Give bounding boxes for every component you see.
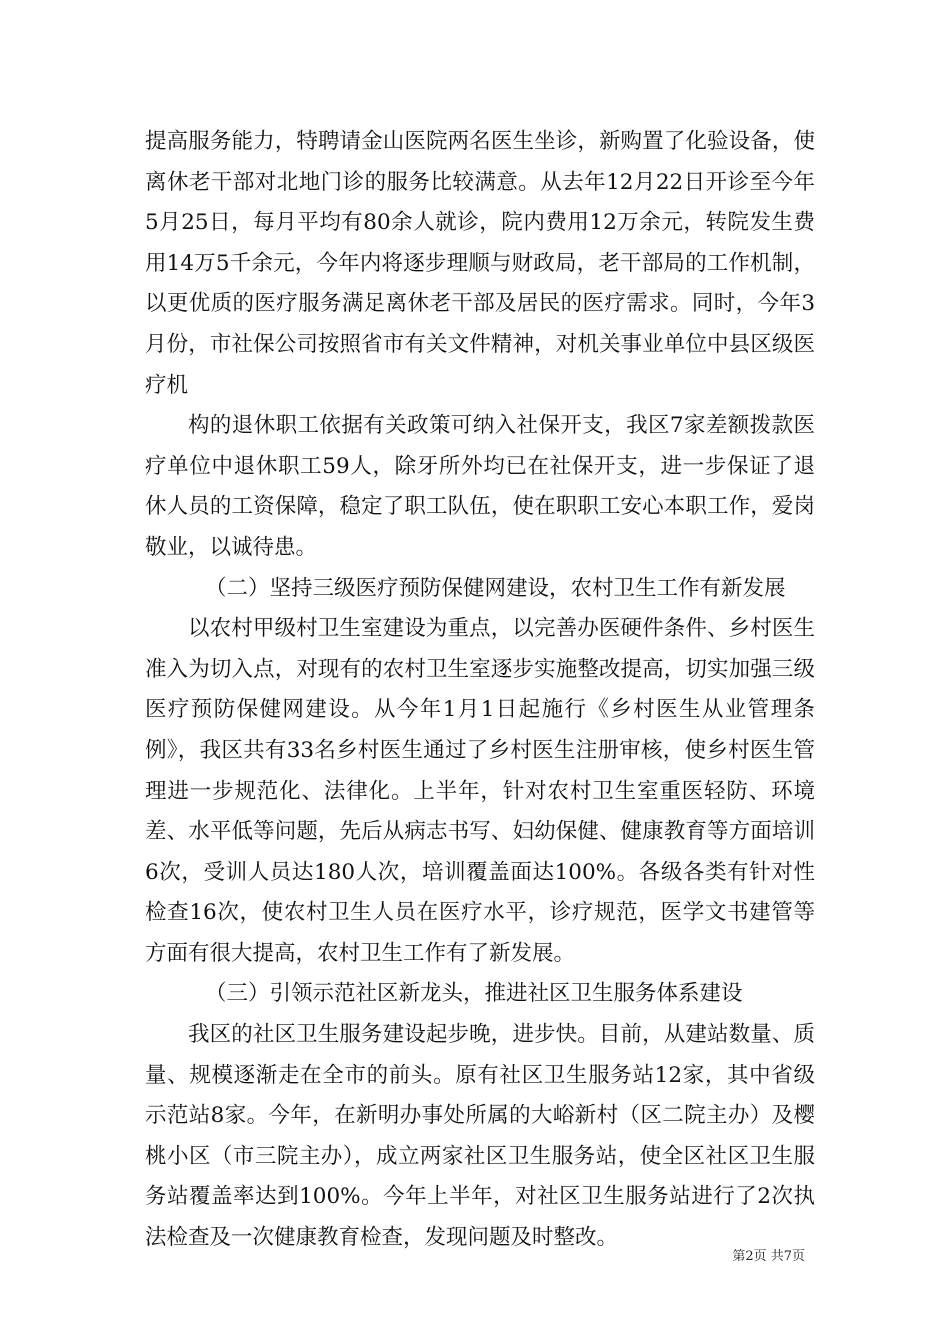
section-heading-rural-health: （二）坚持三级医疗预防保健网建设，农村卫生工作有新发展 — [205, 575, 786, 601]
paragraph-elderly-cadre-services: 提高服务能力，特聘请金山医院两名医生坐诊，新购置了化验设备，使离休老干部对北地门诊的服务比较满意。从去年12月22日开诊至今年5月25日，每月平均有80余人就诊，院内费用12万余元，转院发生费用14万5千余元，今年内将逐步理顺与财政局，老干部局的工作机制，以更优质的医疗服务满足离休老干部及居民的医疗需求。同时，今年3月份，市社保公司按照省市有关文件精神，对机关事业单位中县区级医疗机 — [145, 129, 815, 398]
page-number: 第2页 共7页 — [732, 1249, 805, 1264]
paragraph-retired-staff-social-security: 构的退休职工依据有关政策可纳入社保开支，我区7家差额拨款医疗单位中退休职工59人，除牙所外均已在社保开支，进一步保证了退休人员的工资保障，稳定了职工队伍，使在职职工安心本职工作，爱岗敬业，以诚待患。 — [145, 413, 815, 560]
section-heading-community-health: （三）引领示范社区新龙头，推进社区卫生服务体系建设 — [205, 981, 743, 1007]
paragraph-rural-clinics: 以农村甲级村卫生室建设为重点，以完善办医硬件条件、乡村医生准入为切入点，对现有的农村卫生室逐步实施整改提高，切实加强三级医疗预防保健网建设。从今年1月1日起施行《乡村医生从业管理条例》，我区共有33名乡村医生通过了乡村医生注册审核，使乡村医生管理进一步规范化、法律化。上半年，针对农村卫生室重医轻防、环境差、水平低等问题，先后从病志书写、妇幼保健、健康教育等方面培训6次，受训人员达180人次，培训覆盖面达100%。各级各类有针对性检查16次，使农村卫生人员在医疗水平，诊疗规范，医学文书建管等方面有很大提高，农村卫生工作有了新发展。 — [145, 616, 815, 966]
document-body — [145, 122, 815, 1259]
paragraph-community-health-stations: 我区的社区卫生服务建设起步晚，进步快。目前，从建站数量、质量、规模逐渐走在全市的前头。原有社区卫生服务站12家，其中省级示范站8家。今年，在新明办事处所属的大峪新村（区二院主办）及樱桃小区（市三院主办），成立两家社区卫生服务站，使全区社区卫生服务站覆盖率达到100%。今年上半年，对社区卫生服务站进行了2次执法检查及一次健康教育检查，发现问题及时整改。 — [145, 1022, 815, 1251]
